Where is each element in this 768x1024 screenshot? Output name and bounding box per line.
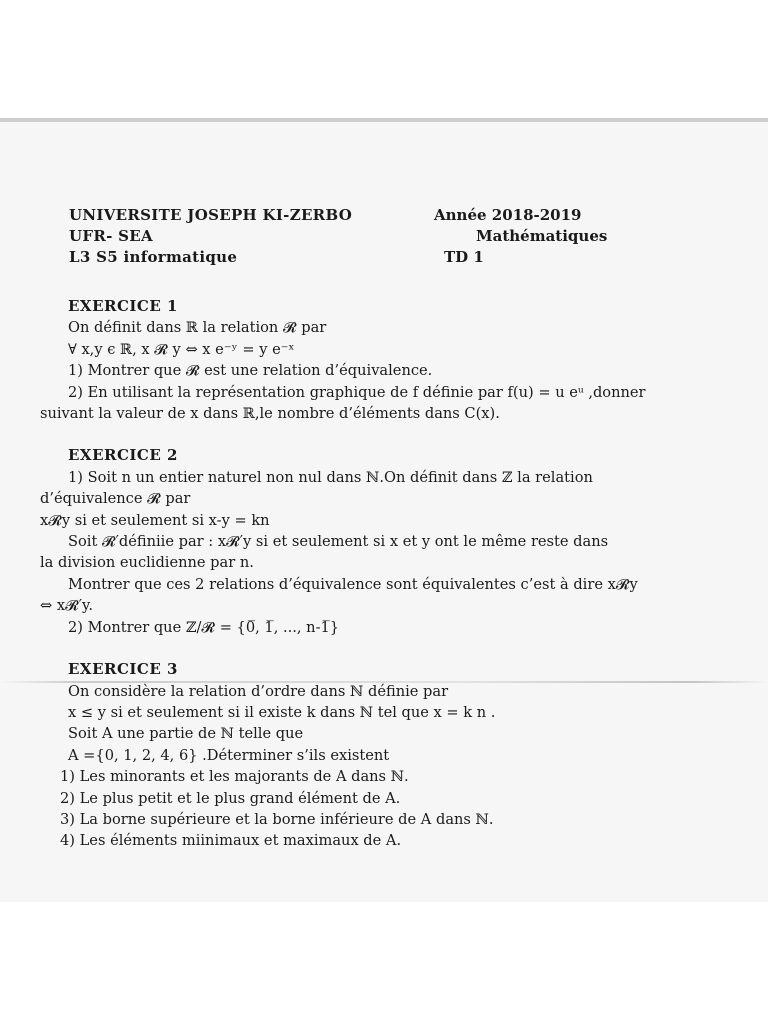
exercise-line: 1) Les minorants et les majorants de A dans ℕ. <box>60 768 409 786</box>
exercise-line: 3) La borne supérieure et la borne inférieure de A dans ℕ. <box>60 810 494 828</box>
exercise-line: ⇔ x𝓡′y. <box>40 597 93 615</box>
subject-name: Mathématiques <box>476 227 608 245</box>
exercise-line: la division euclidienne par n. <box>40 554 254 572</box>
td-number: TD 1 <box>444 248 484 266</box>
exercise-line: Soit 𝓡′définiie par : x𝓡′y si et seulement si x et y ont le même reste dans <box>68 533 609 551</box>
exercise-line: suivant la valeur de x dans ℝ,le nombre d’éléments dans C(x). <box>40 405 500 423</box>
exercise-1 <box>40 296 660 424</box>
exercise-line: 1) Soit n un entier naturel non nul dans ℕ.On définit dans ℤ la relation <box>68 468 593 486</box>
header-course-info <box>434 205 614 268</box>
exercise-line: 1) Montrer que 𝓡 est une relation d’équivalence. <box>68 362 433 380</box>
spacer <box>40 638 660 659</box>
exercise-title: EXERCICE 1 <box>68 297 178 315</box>
exercise-2 <box>40 445 660 638</box>
exercise-line: On considère la relation d’ordre dans ℕ définie par <box>68 682 449 700</box>
class-level: L3 S5 informatique <box>69 248 238 266</box>
header-institution <box>69 205 352 268</box>
exercise-line: A ={0, 1, 2, 4, 6} .Déterminer s’ils existent <box>68 746 390 764</box>
university-name: UNIVERSITE JOSEPH KI-ZERBO <box>69 206 353 224</box>
exercise-line: ∀ x,y ϵ ℝ, x 𝓡 y ⇔ x e⁻ʸ = y e⁻ˣ <box>68 340 295 358</box>
exercise-title: EXERCICE 2 <box>68 446 178 465</box>
exercise-line: d’équivalence 𝓡 par <box>40 490 191 508</box>
exercise-line: Soit A une partie de ℕ telle que <box>68 725 304 743</box>
exercise-line: x ≤ y si et seulement si il existe k dans ℕ tel que x = k n . <box>68 703 496 721</box>
exercise-sheet-body <box>40 296 660 852</box>
exercise-line: x𝓡y si et seulement si x-y = kn <box>40 511 270 529</box>
ufr-name: UFR- SEA <box>69 227 153 245</box>
exercise-title: EXERCICE 3 <box>68 660 178 679</box>
exercise-line: Montrer que ces 2 relations d’équivalence sont équivalentes c’est à dire x𝓡y <box>68 575 638 593</box>
exercise-line: 2) En utilisant la représentation graphique de f définie par f(u) = u eᵘ ,donner <box>68 383 646 401</box>
academic-year: Année 2018-2019 <box>434 206 582 224</box>
exercise-3 <box>40 659 660 852</box>
exercise-line: 4) Les éléments miinimaux et maximaux de A. <box>60 832 402 850</box>
exercise-line: 2) Montrer que ℤ/𝓡 = {0̅, 1̅, ..., n-1̅} <box>68 618 340 636</box>
exercise-line: 2) Le plus petit et le plus grand élément de A. <box>60 789 401 807</box>
exercise-line: On définit dans ℝ la relation 𝓡 par <box>68 319 327 337</box>
spacer <box>40 424 660 445</box>
